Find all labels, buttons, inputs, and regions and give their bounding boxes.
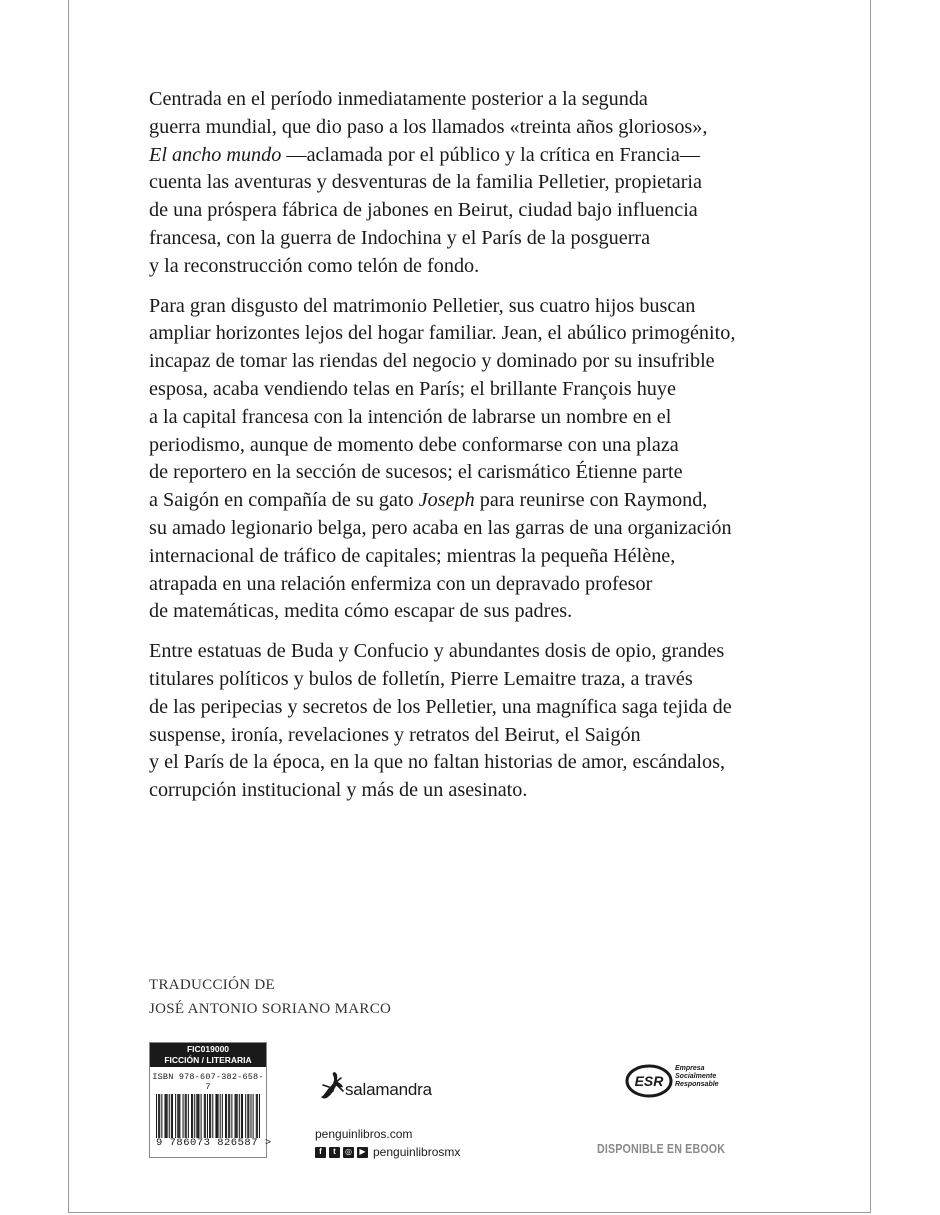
bisac-category: FICCIÓN / LITERARIA <box>164 1055 252 1065</box>
book-title: El ancho mundo <box>149 143 282 166</box>
barcode-bar <box>257 1094 258 1138</box>
barcode-bar <box>216 1094 217 1138</box>
barcode-bar <box>169 1094 170 1138</box>
barcode-bar <box>229 1094 230 1138</box>
barcode-bar <box>207 1094 208 1138</box>
text-line: ampliar horizontes lejos del hogar familiar. Jean, el abúlico primogénito, <box>149 322 736 345</box>
barcode-bar <box>161 1094 162 1138</box>
synopsis-paragraph-1 <box>149 86 809 281</box>
text-fragment: para reunirse con Raymond, <box>474 489 708 512</box>
barcode-bar <box>166 1094 167 1138</box>
text-line: de matemáticas, medita cómo escapar de sus padres. <box>149 600 573 623</box>
barcode-bar <box>192 1094 193 1138</box>
esr-line: Empresa <box>675 1065 705 1072</box>
barcode-digits: 9 786073 826587 > <box>156 1137 272 1149</box>
facebook-icon[interactable]: f <box>315 1147 326 1158</box>
social-handle[interactable]: penguinlibrosmx <box>373 1145 461 1159</box>
barcode-bar <box>198 1094 199 1138</box>
text-line <box>149 142 809 170</box>
barcode-bar <box>159 1094 160 1138</box>
barcode-bar <box>205 1094 206 1138</box>
barcode-bar <box>250 1094 251 1138</box>
social-links <box>315 1145 460 1159</box>
book-back-cover <box>68 0 871 1213</box>
text-line: Entre estatuas de Buda y Confucio y abundantes dosis de opio, grandes <box>149 640 725 663</box>
translation-credit <box>149 973 391 1021</box>
text-line: francesa, con la guerra de Indochina y el París de la posguerra <box>149 226 651 249</box>
text-line: periodismo, aunque de momento debe conformarse con una plaza <box>149 433 679 456</box>
barcode-bar <box>179 1094 180 1138</box>
barcode-bar <box>218 1094 219 1138</box>
text-line: su amado legionario belga, pero acaba en las garras de una organización <box>149 516 732 539</box>
barcode-bar <box>201 1094 202 1138</box>
twitter-icon[interactable]: t <box>329 1147 340 1158</box>
text-line: Para gran disgusto del matrimonio Pelletier, sus cuatro hijos buscan <box>149 294 696 317</box>
text-line: suspense, ironía, revelaciones y retratos del Beirut, el Saigón <box>149 723 641 746</box>
text-line: de las peripecias y secretos de los Pelletier, una magnífica saga tejida de <box>149 695 732 718</box>
text-fragment: a Saigón en compañía de su gato <box>149 489 419 512</box>
barcode-bar <box>225 1094 226 1138</box>
barcode-bar <box>196 1094 197 1138</box>
publisher-name: salamandra <box>345 1080 432 1099</box>
text-fragment: —aclamada por el público y la crítica en Francia— <box>281 143 701 166</box>
ebook-notice: DISPONIBLE EN EBOOK <box>597 1141 726 1156</box>
barcode-bar <box>236 1094 237 1138</box>
barcode-bar <box>237 1094 238 1138</box>
text-line: esposa, acaba vendiendo telas en París; el brillante François huye <box>149 377 676 400</box>
text-line: y el París de la época, en la que no faltan historias de amor, escándalos, <box>149 751 726 774</box>
bisac-label <box>150 1043 266 1067</box>
barcode-bar <box>178 1094 179 1138</box>
text-line: internacional de tráfico de capitales; mientras la pequeña Hélène, <box>149 544 676 567</box>
barcode-bar <box>212 1094 213 1138</box>
esr-caption <box>675 1065 719 1089</box>
barcode-bar <box>164 1094 165 1138</box>
barcode-bar <box>194 1094 195 1138</box>
barcode-bar <box>247 1094 248 1138</box>
cat-name: Joseph <box>418 489 475 512</box>
barcode-bars <box>156 1094 260 1138</box>
barcode-bar <box>245 1094 246 1138</box>
text-line: de reportero en la sección de sucesos; el carismático Étienne parte <box>149 461 683 484</box>
barcode-bar <box>239 1094 240 1138</box>
text-line: y la reconstrucción como telón de fondo. <box>149 254 480 277</box>
text-line: guerra mundial, que dio paso a los llamados «treinta años gloriosos», <box>149 115 708 138</box>
text-line: cuenta las aventuras y desventuras de la familia Pelletier, propietaria <box>149 171 702 194</box>
text-line: atrapada en una relación enfermiza con un depravado profesor <box>149 572 653 595</box>
publisher-website[interactable]: penguinlibros.com <box>315 1127 413 1141</box>
barcode-bar <box>186 1094 187 1138</box>
youtube-icon[interactable]: ▶ <box>357 1147 368 1158</box>
barcode-bar <box>185 1094 186 1138</box>
synopsis <box>149 86 809 817</box>
text-line: a la capital francesa con la intención de labrarse un nombre en el <box>149 405 672 428</box>
barcode-bar <box>256 1094 257 1138</box>
barcode-bar <box>210 1094 211 1138</box>
esr-logo-text: ESR <box>634 1073 664 1089</box>
barcode-bar <box>215 1094 216 1138</box>
text-line: Centrada en el período inmediatamente posterior a la segunda <box>149 88 648 110</box>
isbn-barcode-box <box>149 1042 272 1158</box>
barcode-bar <box>235 1094 236 1138</box>
barcode-bar <box>248 1094 249 1138</box>
barcode-bar <box>191 1094 192 1138</box>
synopsis-paragraph-3 <box>149 638 809 805</box>
barcode-bar <box>242 1094 243 1138</box>
text-line: corrupción institucional y más de un asesinato. <box>149 779 528 802</box>
barcode-bar <box>177 1094 178 1138</box>
barcode-bar <box>228 1094 229 1138</box>
barcode-bar <box>231 1094 232 1138</box>
translation-label: TRADUCCIÓN DE <box>149 977 275 993</box>
barcode-bar <box>183 1094 184 1138</box>
barcode-bar <box>156 1094 157 1138</box>
barcode-bar <box>171 1094 172 1138</box>
barcode-bar <box>175 1094 176 1138</box>
esr-line: Socialmente <box>675 1073 717 1080</box>
barcode-bar <box>158 1094 159 1138</box>
barcode-bar <box>188 1094 189 1138</box>
translator-name: JOSÉ ANTONIO SORIANO MARCO <box>149 1001 392 1017</box>
text-line: titulares políticos y bulos de folletín, Pierre Lemaitre traza, a través <box>149 667 693 690</box>
barcode-bar <box>253 1094 254 1138</box>
barcode-bar <box>220 1094 221 1138</box>
text-line <box>149 487 809 515</box>
barcode-bar <box>259 1094 260 1138</box>
synopsis-paragraph-2 <box>149 293 809 627</box>
barcode-bar <box>167 1094 168 1138</box>
bisac-code: FIC019000 <box>186 1044 230 1054</box>
barcode-bar <box>241 1094 242 1138</box>
barcode-bar <box>209 1094 210 1138</box>
barcode-bar <box>197 1094 198 1138</box>
isbn-number: ISBN 978-607-382-658-7 <box>152 1072 264 1092</box>
text-line: incapaz de tomar las riendas del negocio y dominado por su insufrible <box>149 350 715 373</box>
barcode-bar <box>172 1094 173 1138</box>
barcode-bar <box>222 1094 223 1138</box>
barcode-bar <box>226 1094 227 1138</box>
instagram-icon[interactable]: ◎ <box>343 1147 354 1158</box>
barcode-bar <box>204 1094 205 1138</box>
text-line: de una próspera fábrica de jabones en Beirut, ciudad bajo influencia <box>149 199 698 222</box>
esr-line: Responsable <box>675 1081 719 1088</box>
